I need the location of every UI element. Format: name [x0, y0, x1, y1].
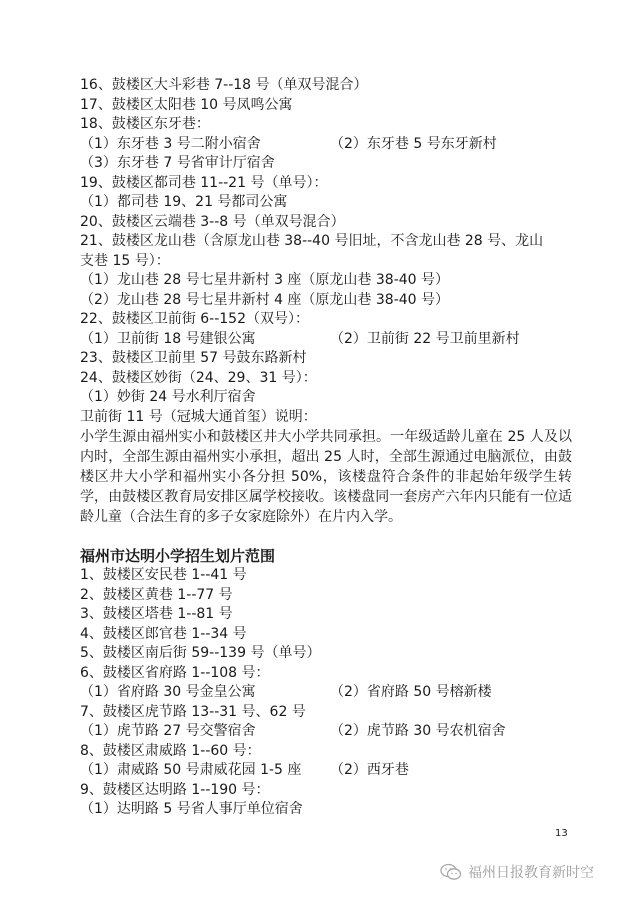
list-item: 19、鼓楼区都司巷 11--21 号（单号）：	[80, 174, 328, 191]
list-item: 2、鼓楼区黄巷 1--77 号	[80, 586, 233, 603]
list-item: 17、鼓楼区太阳巷 10 号凤鸣公寓	[80, 96, 293, 113]
list-item-pair	[80, 683, 580, 703]
list-item: （1）都司巷 19、21 号都司公寓	[80, 194, 288, 210]
list-item: （2）卫前街 22 号卫前里新村	[330, 330, 520, 347]
list-item: （2）虎节路 30 号农机宿舍	[330, 723, 506, 739]
list-item: 20、鼓楼区云端巷 3--8 号（单双号混合）	[80, 213, 345, 230]
list-item: 支巷 15 号）：	[80, 252, 170, 269]
list-item: （3）东牙巷 7 号省审计厅宿舍	[80, 155, 275, 171]
list-item: 4、鼓楼区郎官巷 1--34 号	[80, 625, 247, 642]
part2-list	[80, 546, 580, 820]
list-item: 6、鼓楼区省府路 1--108 号：	[80, 664, 270, 681]
list-item: 8、鼓楼区肃威路 1--60 号：	[80, 742, 261, 759]
list-item: （1）龙山巷 28 号七星井新村 3 座（原龙山巷 38-40 号）	[80, 272, 450, 288]
list-item: （1）妙街 24 号水利厅宿舍	[80, 389, 256, 405]
watermark	[440, 862, 594, 882]
list-item: 1、鼓楼区安民巷 1--41 号	[80, 567, 247, 583]
list-item: 18、鼓楼区东牙巷：	[80, 116, 210, 132]
explanation-paragraph: 小学生源由福州实小和鼓楼区井大小学共同承担。一年级适龄儿童在 25 人及以内时，全部生源由福州实小承担，超出 25 人时，全部生源通过电脑派位，由鼓楼区井大小学和福州实小各分担 50%，该楼盘符合条件的非起始年级学生转学，由鼓楼区教育局安排区属学校接收。该楼盘同一套房产六年内只能有一位适龄儿童（合法生育的多子女家庭除外）在片内入学。	[80, 429, 572, 525]
section-title: 福州市达明小学招生划片范围	[80, 547, 276, 565]
list-item: 5、鼓楼区南后街 59--139 号（单号）	[80, 645, 321, 661]
list-item: （2）东牙巷 5 号东牙新村	[330, 135, 497, 152]
list-item: 卫前街 11 号（冠城大通首玺）说明：	[80, 408, 317, 425]
page-number: 13	[555, 828, 568, 839]
wechat-icon	[440, 863, 462, 881]
list-item: 22、鼓楼区卫前街 6--152（双号）：	[80, 311, 309, 327]
list-item: （1）虎节路 27 号交警宿舍	[80, 723, 256, 739]
list-item: 9、鼓楼区达明路 1--190 号：	[80, 781, 270, 798]
list-item-pair	[80, 330, 580, 350]
list-item: （1）达明路 5 号省人事厅单位宿舍	[80, 801, 303, 817]
list-item-pair	[80, 135, 580, 155]
list-item: （1）东牙巷 3 号二附小宿舍	[80, 135, 261, 152]
list-item: 24、鼓楼区妙街（24、29、31 号）：	[80, 369, 317, 386]
list-item: 7、鼓楼区虎节路 13--31 号、62 号	[80, 703, 306, 720]
list-item: （1）省府路 30 号金皇公寓	[80, 684, 256, 700]
list-item: （2）龙山巷 28 号七星井新村 4 座（原龙山巷 38-40 号）	[80, 291, 450, 308]
list-item: （1）肃威路 50 号肃威花园 1-5 座	[80, 762, 302, 778]
watermark-text: 福州日报教育新时空	[468, 865, 594, 881]
list-item-pair	[80, 722, 580, 742]
part1-list	[80, 76, 580, 527]
list-item: 23、鼓楼区卫前里 57 号鼓东路新村	[80, 350, 307, 366]
list-item-pair	[80, 761, 580, 781]
list-item: 3、鼓楼区塔巷 1--81 号	[80, 606, 233, 622]
list-item: 16、鼓楼区大斗彩巷 7--18 号（单双号混合）	[80, 77, 368, 93]
list-item: 21、鼓楼区龙山巷（含原龙山巷 38--40 号旧址，不含龙山巷 28 号、龙山	[80, 233, 544, 249]
list-item: （2）省府路 50 号榕新楼	[330, 684, 492, 700]
list-item: （1）卫前街 18 号建银公寓	[80, 330, 256, 347]
list-item: （2）西牙巷	[330, 762, 409, 778]
